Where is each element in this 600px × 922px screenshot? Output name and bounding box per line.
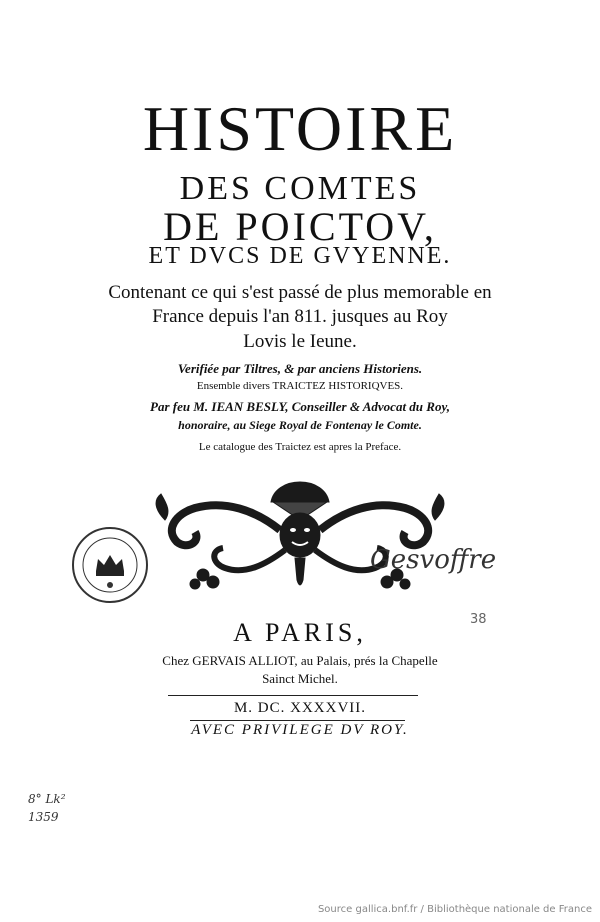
subtitle-line-1: Contenant ce qui s'est passé de plus memorable en: [108, 282, 492, 303]
title-line-ducs-de-guyenne: ET DVCS DE GVYENNE.: [148, 243, 452, 269]
shelfmark-line-1: 8° Lk²: [28, 792, 66, 806]
publisher-address: Sainct Michel.: [262, 671, 338, 686]
title-line-de-poictou: DE POICTOV,: [163, 204, 437, 249]
source-footer: Source gallica.bnf.fr / Bibliothèque nationale de France: [317, 904, 592, 915]
library-stamp-icon: [70, 525, 150, 605]
subtitle-line-3: Lovis le Ieune.: [243, 331, 357, 352]
title-line-des-comtes: DES COMTES: [179, 170, 421, 207]
treatises-line: Ensemble divers TRAICTEZ HISTORIQVES.: [196, 380, 404, 392]
verification-line: Verifiée par Tiltres, & par anciens Historiens.: [177, 361, 423, 376]
shelfmark-note: [28, 790, 66, 826]
imprint-city: A PARIS,: [233, 618, 367, 647]
author-line: Par feu M. IEAN BESLY, Conseiller & Advocat du Roy,: [150, 399, 450, 414]
subtitle-line-2: France depuis l'an 811. jusques au Roy: [152, 306, 448, 327]
margin-number: 38: [470, 612, 487, 627]
title-line-histoire: HISTOIRE: [142, 93, 458, 164]
catalogue-note: Le catalogue des Traictez est apres la Preface.: [198, 441, 402, 453]
author-title-line: honoraire, au Siege Royal de Fontenay le Comte.: [178, 418, 422, 432]
publisher-line: Chez GERVAIS ALLIOT, au Palais, prés la Chapelle: [162, 653, 438, 668]
handwritten-signature: Gesvoffre: [370, 545, 497, 575]
divider-rule-top: [168, 695, 418, 696]
publication-year: M. DC. XXXXVII.: [233, 700, 367, 716]
printer-ornament-icon: [145, 480, 455, 595]
royal-privilege: AVEC PRIVILEGE DV ROY.: [191, 722, 409, 738]
divider-rule-bottom: [190, 720, 405, 721]
shelfmark-line-2: 1359: [28, 810, 59, 824]
